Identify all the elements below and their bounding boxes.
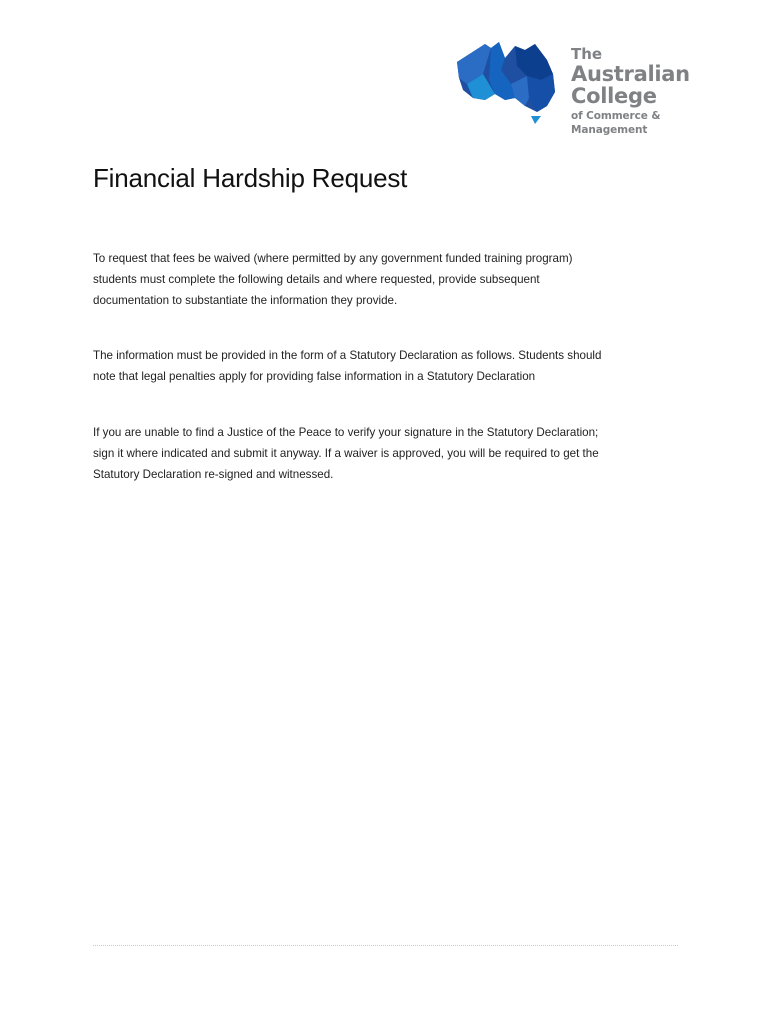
paragraph-line: note that legal penalties apply for providing false information in a Statutory Declaration: [93, 370, 536, 383]
australia-map-logo-icon: [455, 40, 560, 128]
intro-paragraph: [93, 248, 673, 311]
paragraph-line: The information must be provided in the form of a Statutory Declaration as follows. Students should: [93, 349, 602, 362]
logo-line-australian: Australian: [571, 62, 690, 86]
paragraph-line: If you are unable to find a Justice of the Peace to verify your signature in the Statutory Declaration;: [93, 426, 599, 439]
statutory-declaration-paragraph: [93, 345, 673, 387]
logo-line-the: The: [571, 45, 603, 63]
paragraph-line: sign it where indicated and submit it anyway. If a waiver is approved, you will be required to get the: [93, 447, 599, 460]
college-logo-wordmark: [571, 46, 735, 137]
document-title: Financial Hardship Request: [93, 163, 408, 193]
college-logo: [455, 40, 735, 136]
logo-line-college: College: [571, 84, 657, 108]
paragraph-line: To request that fees be waived (where permitted by any government funded training program): [93, 252, 573, 265]
logo-line-subtitle: of Commerce & Management: [571, 110, 661, 136]
paragraph-line: students must complete the following details and where requested, provide subsequent: [93, 273, 540, 286]
paragraph-line: documentation to substantiate the information they provide.: [93, 294, 398, 307]
footer-divider: [93, 945, 678, 946]
justice-of-peace-paragraph: [93, 422, 673, 485]
paragraph-line: Statutory Declaration re-signed and witnessed.: [93, 468, 334, 481]
